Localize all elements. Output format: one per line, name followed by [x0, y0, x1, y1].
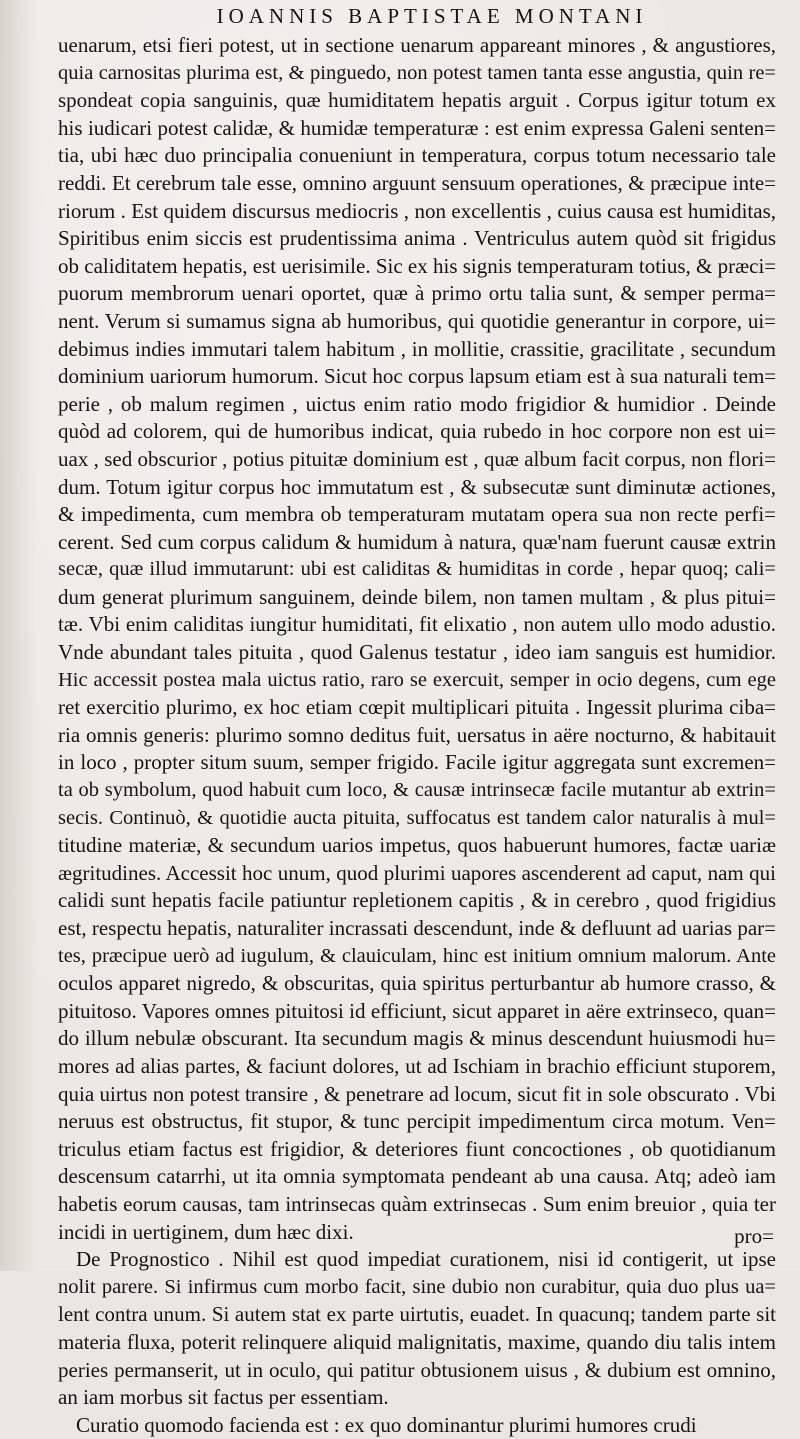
text-line: do illum nebulæ obscurant. Ita secundum magis & minus descendunt huiusmodi hu=	[58, 1026, 776, 1051]
paragraph	[58, 32, 776, 1246]
text-line: uenarum, etsi fieri potest, ut in sectione uenarum appareant minores , & angustiores,	[58, 33, 776, 57]
text-line: secis. Continuò, & quotidie aucta pituita, suffocatus est tandem calor naturalis à mul=	[58, 806, 776, 829]
text-line: nolit parere. Si infirmus cum morbo facit, sine dubio non curabitur, quia duo plus ua=	[58, 1275, 776, 1298]
text-line: ta ob symbolum, quod habuit cum loco, & causæ intrinsecæ facile mutantur ab extrin=	[58, 779, 776, 802]
text-line: Hic accessit postea mala uictus ratio, raro se exercuit, semper in ocio degens, cum ege	[58, 668, 776, 691]
text-line: Spiritibus enim siccis est prudentissima anima . Ventriculus autem quòd sit frigidus	[58, 226, 776, 251]
text-line: triculus etiam factus est frigidior, & deteriores fiunt concoctiones , ob quotidianum	[58, 1136, 776, 1161]
text-line: dum. Totum igitur corpus hoc immutatum est , & subsecutæ sunt diminutæ actiones,	[58, 474, 776, 499]
text-line: oculos apparet nigredo, & obscuritas, quia spiritus perturbantur ab humore crasso, &	[58, 971, 776, 996]
text-line: est, respectu hepatis, naturaliter incrassati descendunt, inde & defluunt ad uarias par=	[58, 916, 776, 940]
text-line: his iudicari potest calidæ, & humidæ temperaturæ : est enim expressa Galeni senten=	[58, 115, 776, 140]
text-line: quia uirtus non potest transire , & penetrare ad locum, sicut fit in sole obscurato . Vbi	[58, 1081, 776, 1106]
text-line: habetis eorum causas, tam intrinsecas quàm extrinsecas . Sum enim breuior , quia ter	[58, 1191, 776, 1216]
text-line: nent. Verum si sumamus signa ab humoribus, qui quotidie generantur in corpore, ui=	[58, 308, 776, 333]
text-line: quòd ad colorem, qui de humoribus indicat, quia rubedo in hoc corpore non est ui=	[58, 419, 776, 444]
text-line: & impedimenta, cum membra ob temperaturam mutatam opera sua non recte perfi=	[58, 502, 776, 527]
text-line: ob caliditatem hepatis, est uerisimile. Sic ex his signis temperaturam totius, & præci=	[58, 253, 776, 278]
text-line: debimus indies immutari talem habitum , in mollitie, crassitie, gracilitate , secundum	[58, 336, 776, 361]
text-line: perie , ob malum regimen , uictus enim ratio modo frigidior & humidior . Deinde	[58, 391, 776, 416]
text-line: uax , sed obscurior , potius pituitæ dominium est , quæ album facit corpus, non flori=	[58, 446, 776, 471]
text-line: an iam morbus sit factus per essentiam.	[58, 1385, 389, 1410]
text-line: ria omnis generis: plurimo somno deditus fuit, uersatus in aëre nocturno, & habitauit	[58, 722, 776, 747]
text-line: reddi. Et cerebrum tale esse, omnino arguunt sensuum operationes, & præcipue inte=	[58, 170, 776, 195]
text-line: cerent. Sed cum corpus calidum & humidum à natura, quæ'nam fuerunt causæ extrin	[58, 529, 776, 554]
text-line: calidi sunt hepatis facile patiuntur repletionem capitis , & in cerebro , quod frigidius	[58, 888, 776, 913]
text-line: tes, præcipue uerò ad iugulum, & clauiculam, hinc est initium omnium malorum. Ante	[58, 944, 776, 967]
text-line: descensum catarrhi, ut ita omnia symptomata pendeant ab una causa. Atq; adeò iam	[58, 1164, 776, 1189]
text-line: mores ad alias partes, & faciunt dolores, ut ad Ischiam in brachio efficiunt stuporem,	[58, 1053, 776, 1078]
text-line: tæ. Vbi enim caliditas iungitur humiditati, fit elixatio , non autem ullo modo adustio.	[58, 612, 776, 637]
text-line: pituitoso. Vapores omnes pituitosi id efficiunt, sicut apparet in aëre extrinseco, quan=	[58, 998, 776, 1023]
text-line: spondeat copia sanguinis, quæ humiditatem hepatis arguit . Corpus igitur totum ex	[58, 88, 776, 113]
text-line: Vnde abundant tales pituita , quod Galenus testatur , ideo iam sanguis est humidior.	[58, 640, 776, 665]
text-line: riorum . Est quidem discursus mediocris , non excellentis , cuius causa est humiditas,	[58, 198, 776, 223]
text-line: materia fluxa, poterit relinquere aliquid malignitatis, maxime, quando diu talis intem	[58, 1329, 776, 1354]
text-line: secæ, quæ illud immutarunt: ubi est caliditas & humiditas in corde , hepar quoq; cali=	[58, 558, 776, 581]
text-line: De Prognostico . Nihil est quod impediat curationem, nisi id contigerit, ut ipse	[76, 1247, 776, 1272]
text-line: incidi in uertiginem, dum hæc dixi.	[58, 1219, 354, 1244]
text-line: puorum membrorum uenari oportet, quæ à primo ortu talia sunt, & semper perma=	[58, 281, 776, 306]
text-line: tia, ubi hæc duo principalia conueniunt in temperatura, corpus totum necessario tale	[58, 143, 776, 168]
text-line: dum generat plurimum sanguinem, deinde bilem, non tamen multam , & plus pitui=	[58, 584, 776, 609]
text-line: Curatio quomodo facienda est : ex quo dominantur plurimi humores crudi	[76, 1412, 697, 1437]
paragraph	[58, 1412, 776, 1439]
text-line: ret exercitio plurimo, ex hoc etiam cœpit multiplicari pituita . Ingessit plurima ciba=	[58, 695, 776, 720]
text-line: in loco , propter situm suum, semper frigido. Facile igitur aggregata sunt excremen=	[58, 750, 776, 775]
body-text	[58, 32, 776, 1439]
text-line: titudine materiæ, & secundum uarios impetus, quos habuerunt humores, factæ uariæ	[58, 833, 776, 858]
catchword: pro=	[734, 1224, 774, 1248]
running-head: IOANNIS BAPTISTAE MONTANI	[216, 4, 648, 28]
text-line: lent contra unum. Si autem stat ex parte uirtutis, euadet. In quacunq; tandem parte sit	[58, 1302, 776, 1327]
text-line: neruus est obstructus, fit stupor, & tunc percipit impedimentum circa motum. Ven=	[58, 1109, 776, 1134]
text-line: ægritudines. Accessit hoc unum, quod plurimi uapores ascenderent ad caput, nam qui	[58, 860, 776, 885]
text-line: dominium uariorum humorum. Sicut hoc corpus lapsum etiam est à sua naturali tem=	[58, 364, 776, 389]
text-line: quia carnositas plurima est, & pinguedo, non potest tamen tanta esse angustia, quin re=	[58, 61, 776, 84]
text-line: peries permanserit, ut in oculo, qui patitur obtusionem uisus , & dubium est omnino,	[58, 1357, 776, 1382]
